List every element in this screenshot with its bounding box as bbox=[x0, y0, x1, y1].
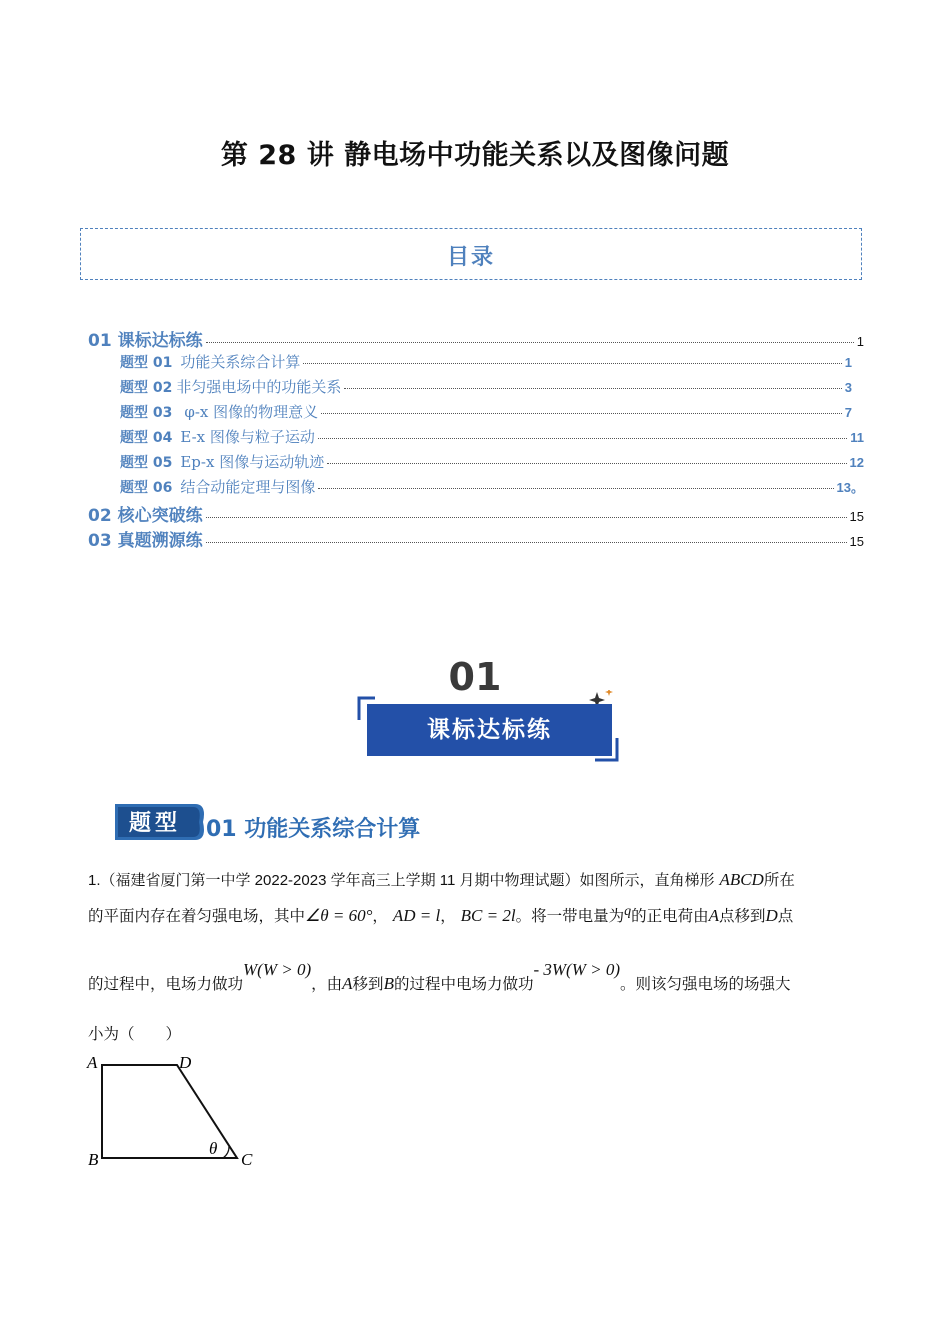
math-q: q bbox=[624, 904, 632, 919]
toc-entry-label: 03 真题溯源练 bbox=[88, 531, 203, 551]
type-badge bbox=[115, 804, 207, 840]
section-number: 01 bbox=[448, 655, 502, 699]
toc-entry-label: 01 课标达标练 bbox=[88, 331, 203, 351]
toc-leader bbox=[303, 363, 841, 364]
toc-entry[interactable] bbox=[88, 401, 864, 426]
toc-list bbox=[88, 326, 864, 551]
trapezoid-figure bbox=[85, 1050, 265, 1175]
toc-entry-tag: 题型 03 bbox=[120, 405, 173, 421]
toc-entry-page: 13。 bbox=[836, 480, 864, 495]
toc-entry-label: 结合动能定理与图像 bbox=[180, 478, 316, 496]
question-line-4: 小为（ ） bbox=[88, 1025, 182, 1043]
toc-leader bbox=[327, 463, 846, 464]
toc-entry-label: 02 核心突破练 bbox=[88, 506, 203, 526]
figure-label-theta: θ bbox=[209, 1139, 218, 1158]
math-ad: AD = l bbox=[392, 906, 441, 926]
question-line-3: 的过程中，电场力做功W(W > 0)，由A移到B的过程中电场力做功- 3W(W > 0)。则该匀强电场的场强大 bbox=[88, 960, 791, 993]
math-bc: BC = 2l bbox=[460, 906, 516, 926]
toc-leader bbox=[206, 542, 847, 543]
type-badge-label: 题型 bbox=[128, 810, 182, 836]
toc-entry-page: 15 bbox=[849, 534, 864, 549]
toc-entry-tag: 题型 04 bbox=[120, 430, 173, 446]
toc-leader bbox=[206, 342, 854, 343]
toc-entry[interactable] bbox=[88, 426, 864, 451]
toc-entry[interactable] bbox=[88, 351, 864, 376]
toc-entry-page: 15 bbox=[849, 509, 864, 524]
toc-entry-label: E-x 图像与粒子运动 bbox=[180, 428, 315, 446]
figure-label-c: C bbox=[241, 1150, 253, 1169]
toc-entry-label: φ-x 图像的物理意义 bbox=[184, 403, 319, 421]
toc-entry-tag: 题型 06 bbox=[120, 480, 173, 496]
math-abcd: ABCD bbox=[719, 870, 764, 889]
figure-label-a: A bbox=[87, 1053, 98, 1072]
toc-heading: 目录 bbox=[446, 245, 495, 270]
toc-entry-tag: 题型 02 bbox=[120, 380, 173, 396]
math-angle: ∠θ = 60° bbox=[305, 906, 373, 926]
section-banner: 课标达标练 bbox=[367, 704, 612, 756]
toc-leader bbox=[344, 388, 841, 389]
toc-entry-tag: 题型 01 bbox=[120, 355, 173, 371]
toc-entry[interactable] bbox=[88, 326, 864, 351]
toc-entry-tag: 题型 05 bbox=[120, 455, 173, 471]
toc-entry[interactable] bbox=[88, 526, 864, 551]
toc-entry-page: 3 bbox=[844, 380, 852, 395]
toc-entry-page: 12 bbox=[849, 455, 864, 470]
document-title: 第 28 讲 静电场中功能关系以及图像问题 bbox=[220, 140, 730, 171]
figure-label-d: D bbox=[179, 1053, 192, 1072]
toc-leader bbox=[318, 438, 847, 439]
toc-entry-label: 功能关系综合计算 bbox=[180, 353, 301, 371]
toc-entry-page: 1 bbox=[844, 355, 852, 370]
toc-leader bbox=[318, 488, 833, 489]
question-line-2: 的平面内存在着匀强电场，其中∠θ = 60°， AD = l， BC = 2l。将一带电量为$^q$的正电荷由A点移到D点 bbox=[88, 904, 794, 926]
toc-entry-page: 11 bbox=[850, 430, 864, 445]
toc-entry[interactable] bbox=[88, 501, 864, 526]
toc-entry-page: 1 bbox=[856, 334, 864, 349]
toc-entry-page: 7 bbox=[844, 405, 852, 420]
toc-entry[interactable] bbox=[88, 451, 864, 476]
toc-entry-label: 非匀强电场中的功能关系 bbox=[176, 378, 342, 396]
question-line-1: 1.（福建省厦门第一中学 2022-2023 学年高三上学期 11 月期中物理试题）如图所示，直角梯形 ABCD所在 bbox=[88, 870, 795, 889]
toc-leader bbox=[206, 517, 847, 518]
toc-entry-label: Ep-x 图像与运动轨迹 bbox=[180, 453, 325, 471]
math-w1: W(W > 0) bbox=[243, 960, 312, 979]
toc-entry[interactable] bbox=[88, 376, 864, 401]
math-w2: - 3W(W > 0) bbox=[533, 960, 620, 979]
figure-label-b: B bbox=[88, 1150, 99, 1169]
type-title: 01 功能关系综合计算 bbox=[206, 817, 421, 842]
toc-entry[interactable] bbox=[88, 476, 864, 501]
toc-leader bbox=[321, 413, 842, 414]
